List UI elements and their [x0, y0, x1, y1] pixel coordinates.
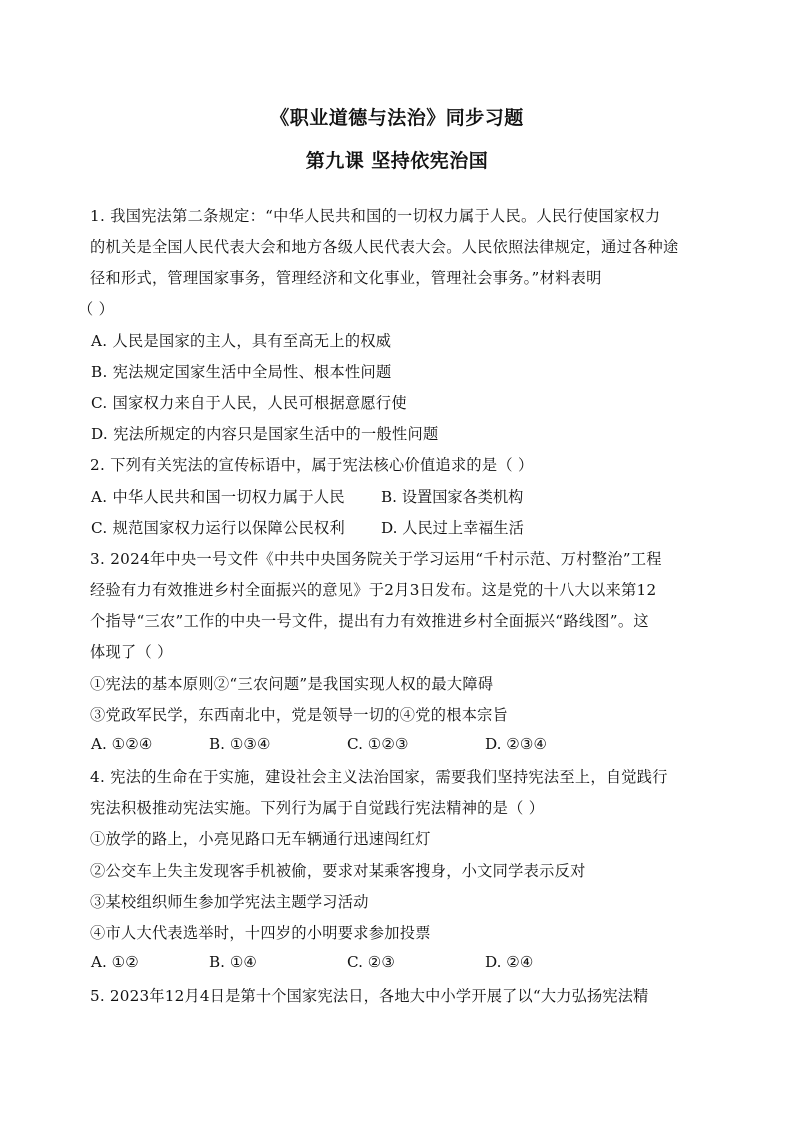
q3-statement-2: ③党政军民学，东西南北中，党是领导一切的④党的根本宗旨 [90, 706, 509, 724]
q3-line-1: 3. 2024年中央一号文件《中共中央国务院关于学习运用“千村示范、万村整治”工程 [90, 550, 662, 568]
q4-line-2: 宪法积极推动宪法实施。下列行为属于自觉践行宪法精神的是（ ） [90, 799, 545, 817]
q1-line-2: 的机关是全国人民代表大会和地方各级人民代表大会。人民依照法律规定，通过各种途 [90, 238, 679, 256]
q1-option-a: A. 人民是国家的主人，具有至高无上的权威 [91, 332, 392, 350]
q3-line-3: 个指导“三农”工作的中央一号文件，提出有力有效推进乡村全面振兴“路线图”。这 [90, 612, 649, 630]
q2-option-b: B. 设置国家各类机构 [381, 488, 524, 506]
q3-option-a: A. ①②④ [91, 735, 153, 753]
q3-line-2: 经验有力有效推进乡村全面振兴的意见》于2月3日发布。这是党的十八大以来第12 [90, 581, 657, 599]
q3-line-4: 体现了（ ） [90, 643, 173, 661]
q4-statement-2: ②公交车上失主发现客手机被偷，要求对某乘客搜身，小文同学表示反对 [90, 862, 586, 880]
lesson-title: 第九课 坚持依宪治国 [305, 150, 489, 172]
q3-statement-1: ①宪法的基本原则②“三农问题”是我国实现人权的最大障碍 [90, 675, 494, 693]
q3-option-d: D. ②③④ [485, 735, 548, 753]
document-title: 《职业道德与法治》同步习题 [270, 107, 524, 129]
q3-option-b: B. ①③④ [209, 735, 271, 753]
q4-option-c: C. ②③ [347, 953, 395, 971]
q2-line-1: 2. 下列有关宪法的宣传标语中，属于宪法核心价值追求的是（ ） [90, 456, 534, 474]
q1-option-d: D. 宪法所规定的内容只是国家生活中的一般性问题 [91, 425, 439, 443]
q2-option-a: A. 中华人民共和国一切权力属于人民 [91, 488, 345, 506]
q1-option-b: B. 宪法规定国家生活中全局性、根本性问题 [91, 363, 392, 381]
q1-line-3: 径和形式，管理国家事务，管理经济和文化事业，管理社会事务。”材料表明 [90, 269, 602, 287]
q1-line-1: 1. 我国宪法第二条规定：“中华人民共和国的一切权力属于人民。人民行使国家权力 [90, 207, 661, 225]
q4-option-b: B. ①④ [209, 953, 258, 971]
q1-answer-blank: （ ） [78, 300, 115, 318]
q4-statement-3: ③某校组织师生参加学宪法主题学习活动 [90, 893, 369, 911]
q5-line-1: 5. 2023年12月4日是第十个国家宪法日，各地大中小学开展了以“大力弘扬宪法精 [90, 987, 649, 1005]
q4-option-a: A. ①② [91, 953, 139, 971]
q4-line-1: 4. 宪法的生命在于实施，建设社会主义法治国家，需要我们坚持宪法至上，自觉践行 [90, 768, 668, 786]
q4-option-d: D. ②④ [485, 953, 534, 971]
q2-option-c: C. 规范国家权力运行以保障公民权利 [91, 519, 345, 537]
q4-statement-1: ①放学的路上，小亮见路口无车辆通行迅速闯红灯 [90, 830, 431, 848]
q3-option-c: C. ①②③ [347, 735, 409, 753]
q4-statement-4: ④市人大代表选举时，十四岁的小明要求参加投票 [90, 924, 431, 942]
q2-option-d: D. 人民过上幸福生活 [381, 519, 524, 537]
q1-option-c: C. 国家权力来自于人民，人民可根据意愿行使 [91, 394, 407, 412]
